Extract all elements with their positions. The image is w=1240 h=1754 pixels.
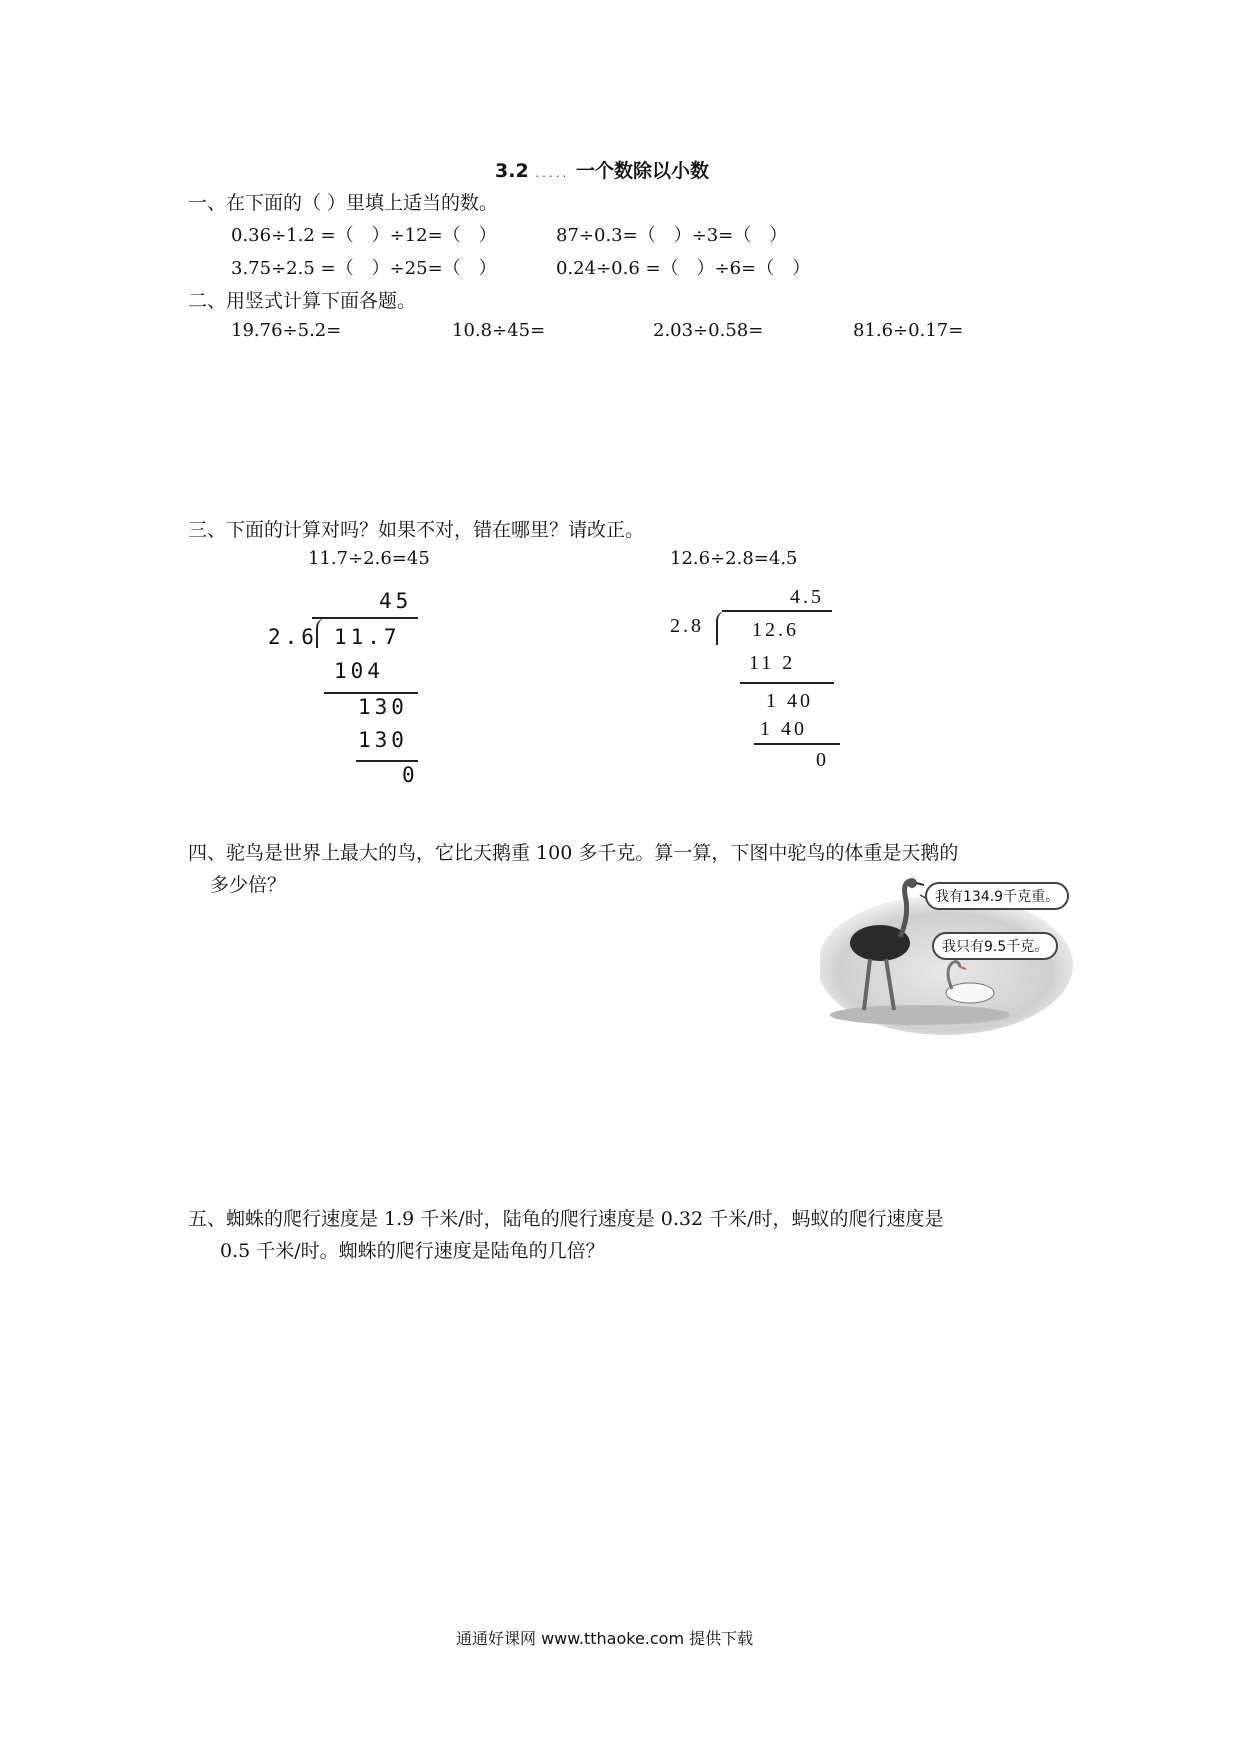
q2-prompt: 二、用竖式计算下面各题。: [188, 290, 417, 312]
q1-prompt: 一、在下面的（ ）里填上适当的数。: [188, 192, 499, 214]
step-product: 104: [334, 659, 384, 683]
divisor: 2.8: [670, 615, 704, 637]
footer-text: 通通好课网 www.tthaoke.com 提供下载: [456, 1629, 754, 1648]
division-bar: [722, 610, 832, 612]
title-number: 3.2: [495, 160, 529, 182]
subtract-line: [324, 692, 418, 694]
q2-item: 2.03÷0.58=: [653, 320, 764, 341]
q4-prompt-line1: 四、驼鸟是世界上最大的鸟，它比天鹅重 100 多千克。算一算，下图中驼鸟的体重是天鹅的: [188, 842, 959, 864]
q3-prompt: 三、下面的计算对吗？如果不对，错在哪里？请改正。: [188, 519, 645, 541]
subtract-line: [740, 682, 834, 684]
step-product: 130: [358, 728, 408, 752]
subtract-line: [754, 743, 840, 745]
q4-prompt-line2: 多少倍？: [210, 874, 287, 896]
divisor: 2.6: [268, 625, 318, 649]
q3-right-equation: 12.6÷2.8=4.5: [670, 548, 798, 569]
division-bracket: [716, 611, 728, 645]
quotient: 45: [379, 589, 413, 613]
q3-left-equation: 11.7÷2.6=45: [308, 548, 430, 569]
q2-item: 19.76÷5.2=: [231, 320, 342, 341]
step-remainder: 1 40: [766, 690, 813, 712]
speech-bubble-swan: 我只有9.5千克。: [932, 932, 1058, 960]
final-remainder: 0: [402, 763, 419, 787]
q2-item: 10.8÷45=: [452, 320, 546, 341]
subtract-line: [356, 760, 418, 762]
final-remainder: 0: [816, 749, 829, 771]
q5-prompt-line1: 五、蜘蛛的爬行速度是 1.9 千米/时，陆龟的爬行速度是 0.32 千米/时，蚂蚁的爬行速度是: [188, 1208, 944, 1230]
speech-bubble-ostrich: 我有134.9千克重。: [925, 882, 1069, 910]
q1-item: 87÷0.3=（ ）÷3=（ ）: [556, 225, 788, 246]
q1-item: 0.36÷1.2 =（ ）÷12=（ ）: [231, 225, 497, 246]
dividend: 12.6: [752, 619, 799, 641]
q2-item: 81.6÷0.17=: [853, 320, 964, 341]
title-text: 一个数除以小数: [576, 160, 710, 182]
q1-item: 3.75÷2.5 =（ ）÷25=（ ）: [231, 258, 497, 279]
dividend: 11.7: [334, 625, 401, 649]
title-dots: .....: [535, 166, 570, 180]
step-product: 1 40: [760, 718, 807, 740]
quotient: 4.5: [790, 586, 824, 608]
q5-prompt-line2: 0.5 千米/时。蜘蛛的爬行速度是陆龟的几倍？: [220, 1240, 605, 1262]
q1-item: 0.24÷0.6 =（ ）÷6=（ ）: [556, 258, 811, 279]
step-product: 11 2: [749, 652, 796, 674]
step-remainder: 130: [358, 695, 408, 719]
page-title: [495, 156, 709, 183]
